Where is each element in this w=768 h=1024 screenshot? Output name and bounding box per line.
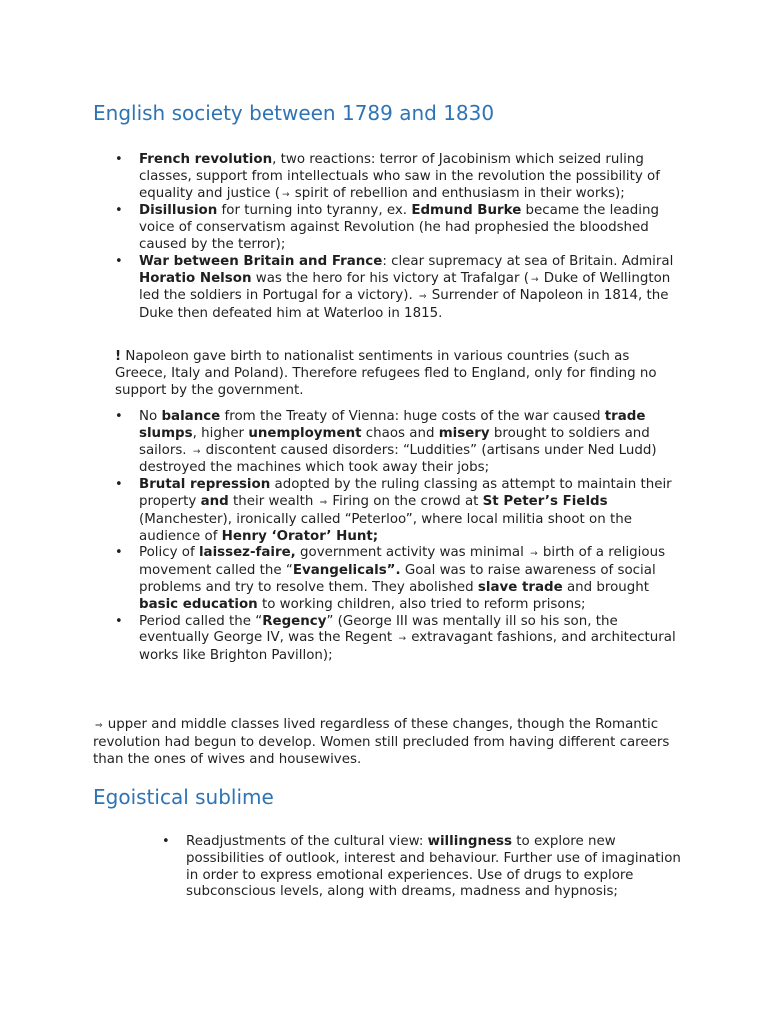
classes-paragraph: ⇒ upper and middle classes lived regardless of these changes, though the Romantic revolution had begun to develop. Women still precluded from having different careers than the ones of wives and housewives. (93, 717, 670, 767)
arrow-icon: → (282, 189, 289, 200)
list-item: • No balance from the Treaty of Vienna: huge costs of the war caused trade slumps, higher unemployment chaos and misery brought to soldiers and sailors. → discontent caused disorders: “Luddities” (artisans under Ned Ludd) destroyed the machines which took away their jobs; (115, 409, 657, 476)
list-item: • War between Britain and France: clear supremacy at sea of Britain. Admiral Horatio Nelson was the hero for his victory at Trafalgar ( → Duke of Wellington led the soldiers in Portugal for a victory). ⇒ Surrender of Napoleon in 1814, the Duke then defeated him at Waterloo in 1815. (115, 253, 674, 322)
bullet-icon: • (115, 613, 123, 629)
bullet-icon: • (162, 834, 170, 849)
arrow-icon: → (398, 634, 405, 645)
bullet-icon: • (115, 253, 123, 269)
bullet-icon: • (115, 203, 123, 219)
list-item: • Period called the “Regency” (George III was mentally ill so his son, the eventually George IV, was the Regent → extravagant fashions, and architectural works like Brighton Pavillon); (115, 613, 676, 664)
list-item: • Readjustments of the cultural view: willingness to explore new possibilities of outlook, interest and behaviour. Further use of imagination in order to express emotional experiences. Use of drugs to explore subconscious levels, along with dreams, madness and hypnosis; (162, 834, 681, 900)
bullet-icon: • (115, 545, 123, 561)
arrow-icon: → (530, 274, 538, 285)
double-arrow-icon: ⇒ (95, 721, 102, 731)
bullet-list-society (115, 409, 680, 665)
bullet-icon: • (115, 152, 123, 167)
arrow-icon: → (192, 446, 200, 457)
list-item: • Policy of laissez-faire, government activity was minimal → birth of a religious movement called the “Evangelicals”. Goal was to raise awareness of social problems and try to resolve them. They abolished slave trade and brought basic education to working children, also tried to reform prisons; (115, 545, 666, 612)
napoleon-note-paragraph: ! Napoleon gave birth to nationalist sentiments in various countries (such as Greece, Italy and Poland). Therefore refugees fled to England, only for finding no support by the government. (115, 349, 657, 398)
bullet-list-revolution (115, 152, 680, 323)
double-arrow-icon: ⇒ (319, 497, 327, 508)
section-heading-egoistical-sublime: Egoistical sublime (93, 785, 274, 809)
arrow-icon: → (530, 549, 537, 560)
double-arrow-icon: ⇒ (418, 292, 426, 303)
bullet-icon: • (115, 477, 123, 493)
section-heading-english-society: English society between 1789 and 1830 (93, 101, 495, 125)
list-item: • Brutal repression adopted by the ruling classing as attempt to maintain their property and their wealth ⇒ Firing on the crowd at St Peter’s Fields (Manchester), ironically called “Peterloo”, where local militia shoot on the audience of Henry ‘Orator’ Hunt; (115, 477, 672, 544)
bullet-list-sublime (162, 834, 682, 901)
list-item: • French revolution, two reactions: terror of Jacobinism which seized ruling classes, support from intellectuals who saw in the revolution the possibility of equality and justice ( → spirit of rebellion and enthusiasm in their works); (115, 152, 680, 203)
list-item: • Disillusion for turning into tyranny, ex. Edmund Burke became the leading voice of conservatism against Revolution (he had prophesied the bloodshed caused by the terror); (115, 203, 660, 252)
bullet-icon: • (115, 409, 123, 424)
